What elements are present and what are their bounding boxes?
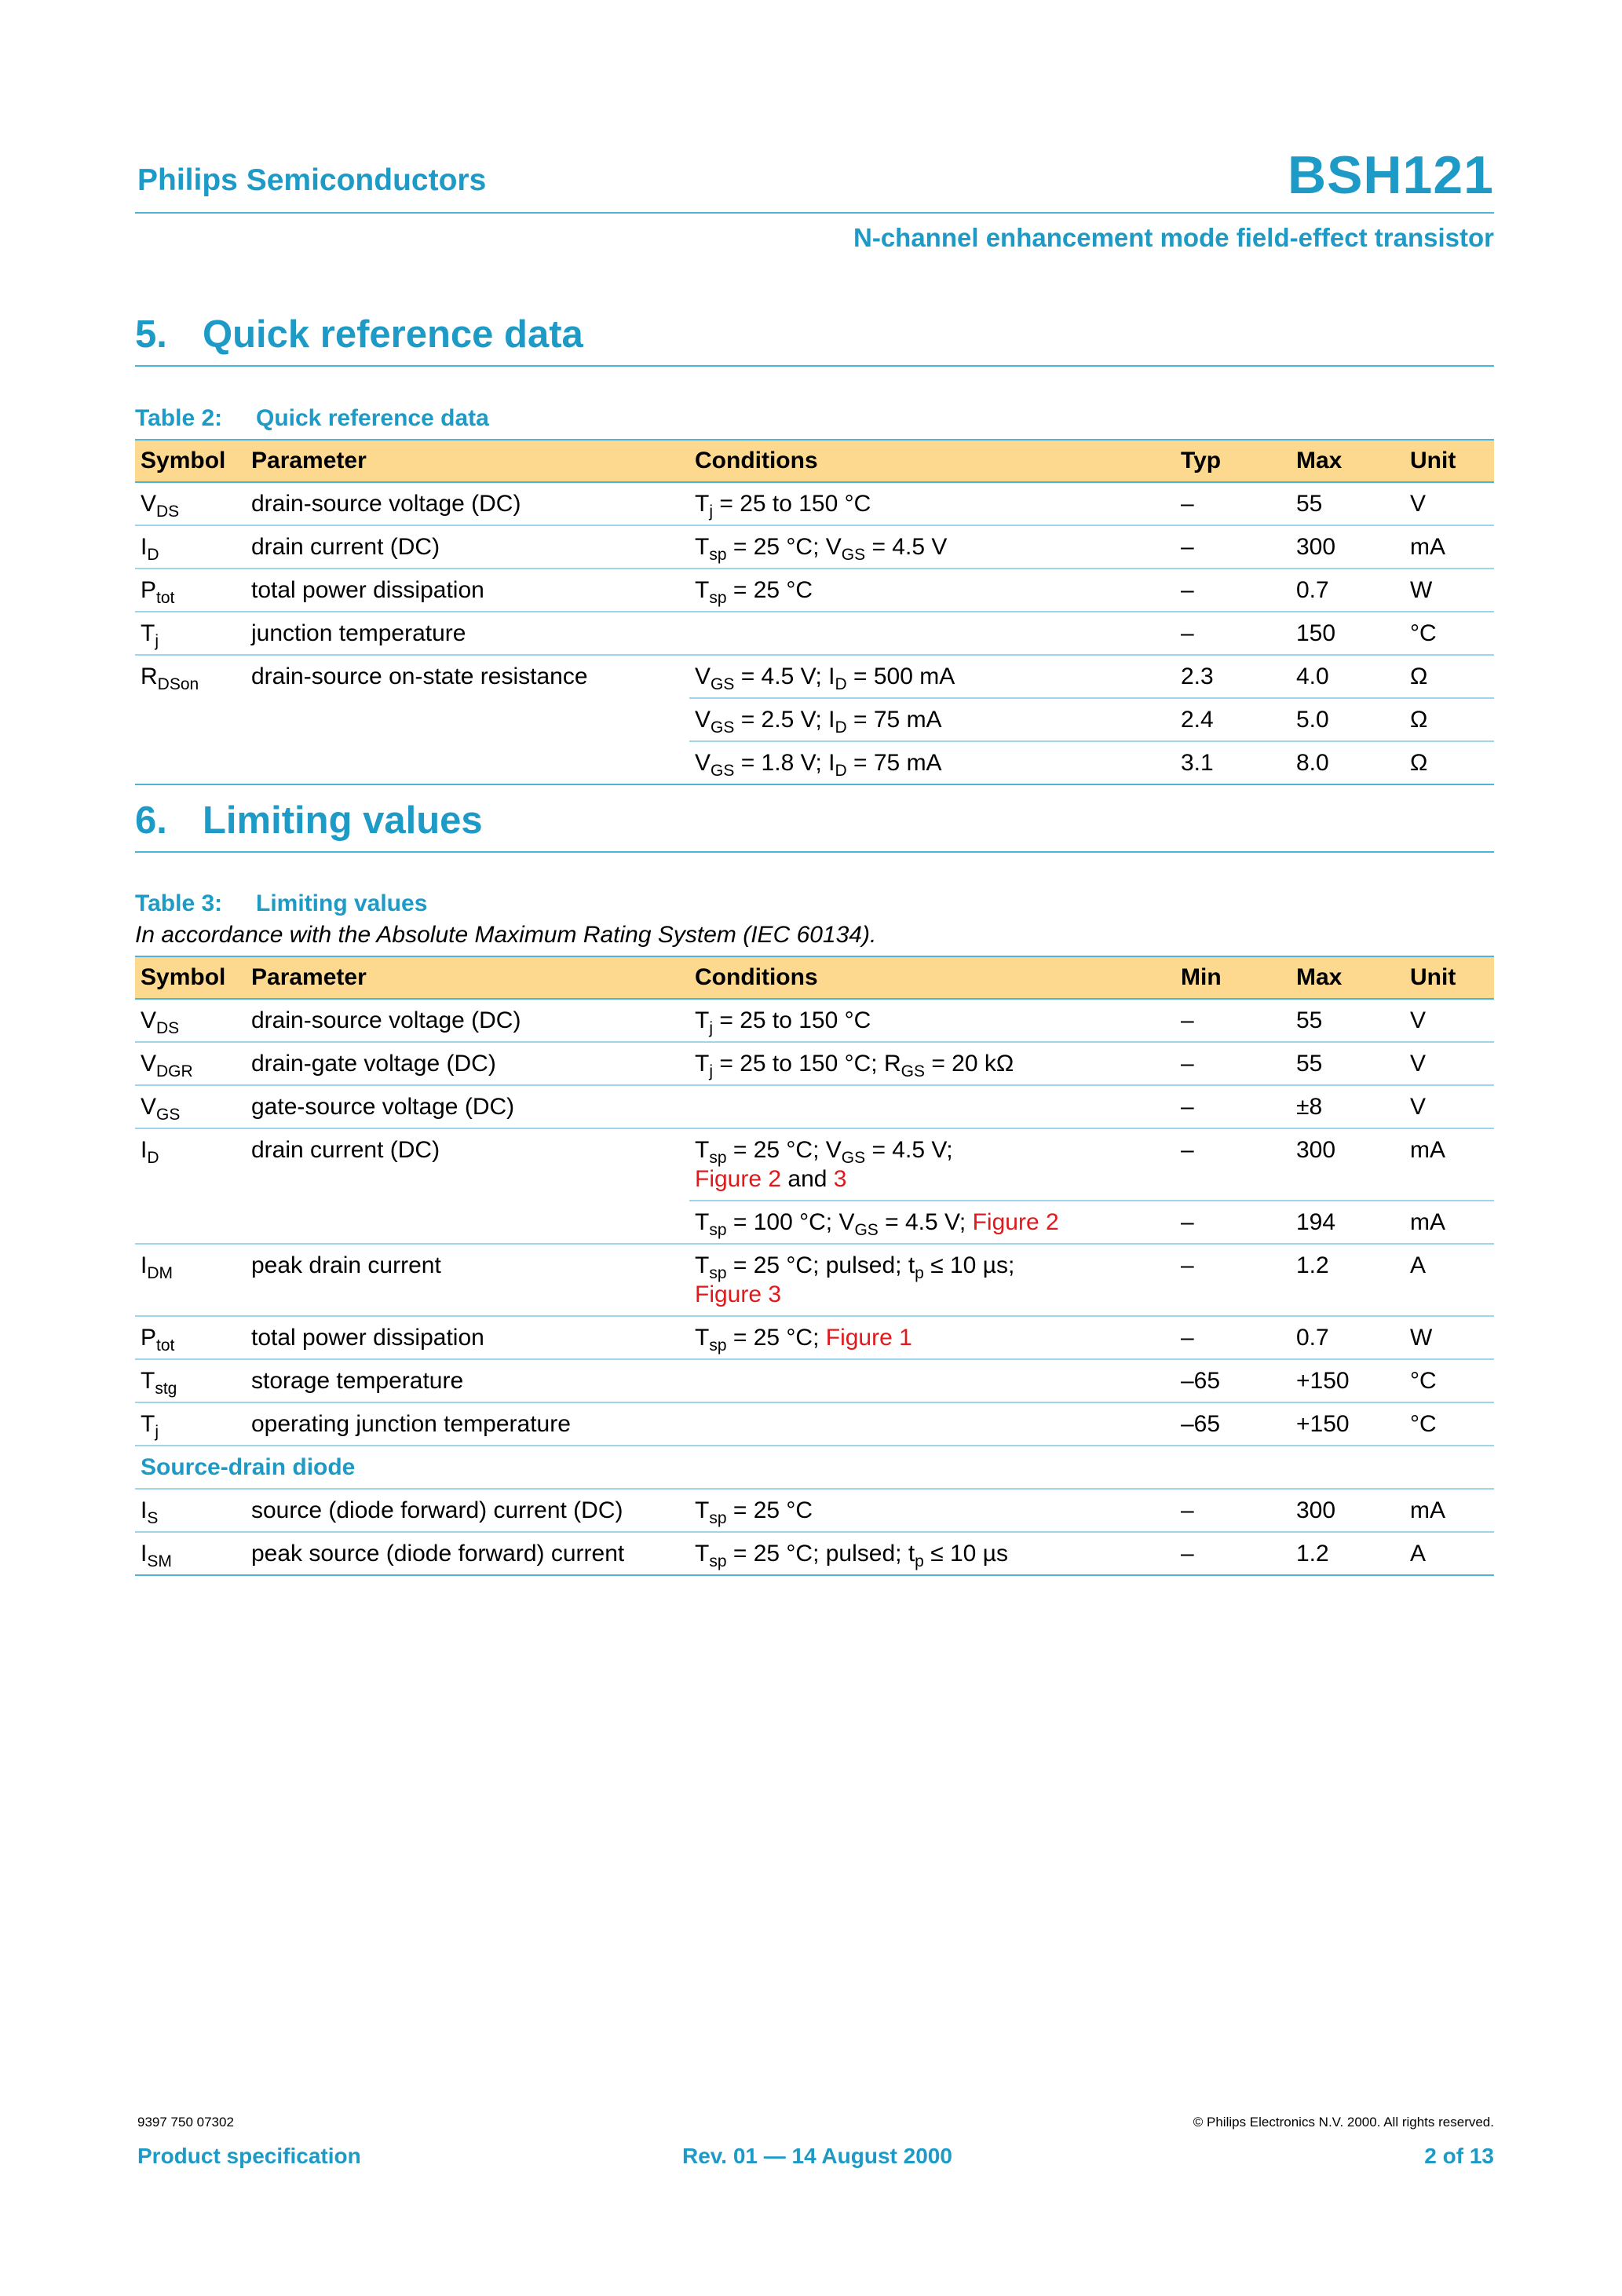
table-row (135, 1489, 1494, 1532)
footer-doc-type: Product specification (137, 2144, 361, 2168)
unit-cell: °C (1405, 1402, 1494, 1446)
section-title: Limiting values (203, 799, 483, 842)
max-cell: 150 (1291, 612, 1405, 655)
min-cell: – (1175, 1085, 1291, 1128)
max-cell: 8.0 (1291, 741, 1405, 784)
max-cell: +150 (1291, 1402, 1405, 1446)
parameter-cell: source (diode forward) current (DC) (246, 1489, 689, 1532)
section-6-heading (135, 799, 483, 843)
symbol-cell: $I_D$ (141, 1137, 159, 1167)
page-number: 2 of 13 (1424, 2144, 1494, 2168)
table-row (135, 482, 1494, 525)
column-header: Parameter (246, 956, 689, 999)
column-header: Unit (1405, 440, 1494, 482)
typ-cell: – (1175, 482, 1291, 525)
symbol-cell: $V_{DGR}$ (135, 1042, 246, 1085)
figure-link[interactable]: Figure 2 (695, 1166, 782, 1192)
table-2-caption (135, 405, 489, 432)
unit-cell: A (1405, 1244, 1494, 1316)
unit-cell: mA (1405, 1128, 1494, 1201)
min-cell: – (1175, 1244, 1291, 1316)
column-header: Symbol (135, 440, 246, 482)
symbol-cell: $I_S$ (135, 1489, 246, 1532)
min-cell: – (1175, 1316, 1291, 1359)
max-cell: 300 (1291, 525, 1405, 569)
column-header: Conditions (689, 956, 1175, 999)
unit-cell: W (1405, 569, 1494, 612)
table-row (135, 1402, 1494, 1446)
quick-reference-table (135, 439, 1494, 785)
symbol-cell: $I_D$ (135, 525, 246, 569)
parameter-cell: peak drain current (246, 1244, 689, 1316)
symbol-cell: $T_{stg}$ (135, 1359, 246, 1402)
table-row (135, 1042, 1494, 1085)
section-5-heading (135, 313, 583, 356)
min-cell: – (1175, 1128, 1291, 1201)
symbol-cell: $P_{tot}$ (135, 569, 246, 612)
symbol-cell: $R_{DSon}$ (141, 664, 199, 693)
table-row (135, 569, 1494, 612)
table-row (135, 1359, 1494, 1402)
table-label: Table 2: (135, 405, 223, 431)
typ-cell: 2.3 (1175, 655, 1291, 698)
conditions-cell: $T_{sp} = 25$ °C; pulsed; $t_p \le 10$ µs (689, 1532, 1175, 1575)
column-header: Max (1291, 956, 1405, 999)
typ-cell: 3.1 (1175, 741, 1291, 784)
symbol-cell: $V_{DS}$ (135, 482, 246, 525)
parameter-cell: drain-source on-state resistance (251, 664, 588, 689)
unit-cell: mA (1405, 1201, 1494, 1244)
section-label: Source-drain diode (135, 1446, 1494, 1489)
unit-cell: V (1405, 1085, 1494, 1128)
max-cell: ±8 (1291, 1085, 1405, 1128)
symbol-cell: $I_{DM}$ (135, 1244, 246, 1316)
unit-cell: Ω (1405, 698, 1494, 741)
symbol-cell (135, 1201, 246, 1244)
table-label: Table 3: (135, 890, 223, 916)
conditions-cell: $V_{GS} = 2.5$ V; $I_D = 75$ mA (689, 698, 1175, 741)
symbol-cell: $I_{SM}$ (135, 1532, 246, 1575)
parameter-cell (246, 698, 689, 741)
parameter-cell: peak source (diode forward) current (246, 1532, 689, 1575)
symbol-cell (135, 741, 246, 784)
limiting-values-table (135, 956, 1494, 1576)
symbol-cell (135, 698, 246, 741)
table-title: Quick reference data (256, 405, 489, 431)
figure-link[interactable]: Figure 3 (695, 1281, 782, 1307)
max-cell: +150 (1291, 1359, 1405, 1402)
unit-cell: V (1405, 999, 1494, 1042)
max-cell: 1.2 (1291, 1532, 1405, 1575)
table-row (135, 612, 1494, 655)
figure-link[interactable]: 3 (833, 1166, 847, 1192)
parameter-cell: total power dissipation (246, 569, 689, 612)
table-section-row (135, 1446, 1494, 1489)
conditions-cell: $T_{sp} = 25$ °C; $V_{GS} = 4.5$ V; Figure 2 and 3 (689, 1128, 1175, 1201)
symbol-cell: $T_j$ (135, 612, 246, 655)
parameter-cell (246, 741, 689, 784)
table-title: Limiting values (256, 890, 428, 916)
max-cell: 4.0 (1291, 655, 1405, 698)
conditions-cell: $T_{sp} = 25$ °C (689, 569, 1175, 612)
symbol-cell: $T_j$ (135, 1402, 246, 1446)
max-cell: 194 (1291, 1201, 1405, 1244)
unit-cell: mA (1405, 525, 1494, 569)
section-5-divider (135, 365, 1494, 367)
conditions-cell: $T_j = 25$ to 150 °C; $R_{GS} = 20$ kΩ (689, 1042, 1175, 1085)
table-row (135, 1532, 1494, 1575)
company-name: Philips Semiconductors (137, 163, 487, 197)
unit-cell: °C (1405, 1359, 1494, 1402)
typ-cell: – (1175, 569, 1291, 612)
min-cell: – (1175, 1201, 1291, 1244)
document-subtitle: N-channel enhancement mode field-effect transistor (853, 223, 1494, 252)
symbol-cell: $P_{tot}$ (135, 1316, 246, 1359)
conditions-cell (689, 1359, 1175, 1402)
column-header: Unit (1405, 956, 1494, 999)
table-row (135, 525, 1494, 569)
max-cell: 55 (1291, 482, 1405, 525)
parameter-cell: gate-source voltage (DC) (246, 1085, 689, 1128)
typ-cell: – (1175, 525, 1291, 569)
column-header: Parameter (246, 440, 689, 482)
footer-revision: Rev. 01 — 14 August 2000 (682, 2144, 952, 2168)
column-header: Max (1291, 440, 1405, 482)
column-header: Symbol (135, 956, 246, 999)
conditions-cell (689, 1402, 1175, 1446)
unit-cell: mA (1405, 1489, 1494, 1532)
conditions-cell: $V_{GS} = 4.5$ V; $I_D = 500$ mA (689, 655, 1175, 698)
min-cell: – (1175, 1532, 1291, 1575)
table-row (135, 655, 1494, 698)
document-number: 9397 750 07302 (137, 2115, 234, 2130)
parameter-cell: junction temperature (246, 612, 689, 655)
section-title: Quick reference data (203, 313, 583, 356)
table-row (135, 1201, 1494, 1244)
column-header: Typ (1175, 440, 1291, 482)
parameter-cell: drain current (DC) (251, 1137, 440, 1163)
typ-cell: – (1175, 612, 1291, 655)
conditions-cell: $T_{sp} = 25$ °C; $V_{GS} = 4.5$ V (689, 525, 1175, 569)
copyright: © Philips Electronics N.V. 2000. All rights reserved. (1193, 2115, 1494, 2130)
max-cell: 1.2 (1291, 1244, 1405, 1316)
table-row (135, 1316, 1494, 1359)
conditions-cell: $T_{sp} = 25$ °C; Figure 1 (689, 1316, 1175, 1359)
min-cell: –65 (1175, 1402, 1291, 1446)
conditions-cell (689, 1085, 1175, 1128)
part-number: BSH121 (1287, 145, 1494, 205)
conditions-cell: $T_j = 25$ to 150 °C (689, 482, 1175, 525)
typ-cell: 2.4 (1175, 698, 1291, 741)
max-cell: 300 (1291, 1128, 1405, 1201)
column-header: Min (1175, 956, 1291, 999)
section-number: 5. (135, 313, 167, 356)
parameter-cell: operating junction temperature (246, 1402, 689, 1446)
figure-link[interactable]: Figure 1 (825, 1325, 912, 1351)
figure-link[interactable]: Figure 2 (972, 1209, 1059, 1235)
table-row (135, 1244, 1494, 1316)
max-cell: 0.7 (1291, 569, 1405, 612)
max-cell: 55 (1291, 999, 1405, 1042)
parameter-cell: drain-source voltage (DC) (246, 999, 689, 1042)
unit-cell: Ω (1405, 741, 1494, 784)
unit-cell: V (1405, 482, 1494, 525)
max-cell: 55 (1291, 1042, 1405, 1085)
symbol-cell: $V_{GS}$ (135, 1085, 246, 1128)
unit-cell: Ω (1405, 655, 1494, 698)
min-cell: – (1175, 1042, 1291, 1085)
section-number: 6. (135, 799, 167, 842)
unit-cell: A (1405, 1532, 1494, 1575)
table-row (135, 741, 1494, 784)
unit-cell: °C (1405, 612, 1494, 655)
section-6-divider (135, 851, 1494, 853)
parameter-cell: drain current (DC) (246, 525, 689, 569)
conditions-cell: $T_j = 25$ to 150 °C (689, 999, 1175, 1042)
min-cell: – (1175, 1489, 1291, 1532)
parameter-cell: drain-gate voltage (DC) (246, 1042, 689, 1085)
column-header: Conditions (689, 440, 1175, 482)
max-cell: 0.7 (1291, 1316, 1405, 1359)
table-row (135, 999, 1494, 1042)
table-row (135, 1085, 1494, 1128)
min-cell: –65 (1175, 1359, 1291, 1402)
table-header-row (135, 956, 1494, 999)
conditions-cell: $T_{sp} = 100$ °C; $V_{GS} = 4.5$ V; Figure 2 (689, 1201, 1175, 1244)
max-cell: 300 (1291, 1489, 1405, 1532)
table-row (135, 698, 1494, 741)
table-header-row (135, 440, 1494, 482)
unit-cell: W (1405, 1316, 1494, 1359)
parameter-cell (246, 1201, 689, 1244)
header-divider (135, 212, 1494, 214)
table-3-caption (135, 890, 427, 917)
parameter-cell: total power dissipation (246, 1316, 689, 1359)
table-3-note: In accordance with the Absolute Maximum Rating System (IEC 60134). (135, 922, 877, 948)
conditions-cell: $V_{GS} = 1.8$ V; $I_D = 75$ mA (689, 741, 1175, 784)
conditions-cell: $T_{sp} = 25$ °C; pulsed; $t_p \le 10$ µs; Figure 3 (689, 1244, 1175, 1316)
parameter-cell: drain-source voltage (DC) (246, 482, 689, 525)
symbol-cell: $V_{DS}$ (135, 999, 246, 1042)
table-row (135, 1128, 1494, 1201)
conditions-cell: $T_{sp} = 25$ °C (689, 1489, 1175, 1532)
unit-cell: V (1405, 1042, 1494, 1085)
conditions-cell (689, 612, 1175, 655)
max-cell: 5.0 (1291, 698, 1405, 741)
parameter-cell: storage temperature (246, 1359, 689, 1402)
min-cell: – (1175, 999, 1291, 1042)
